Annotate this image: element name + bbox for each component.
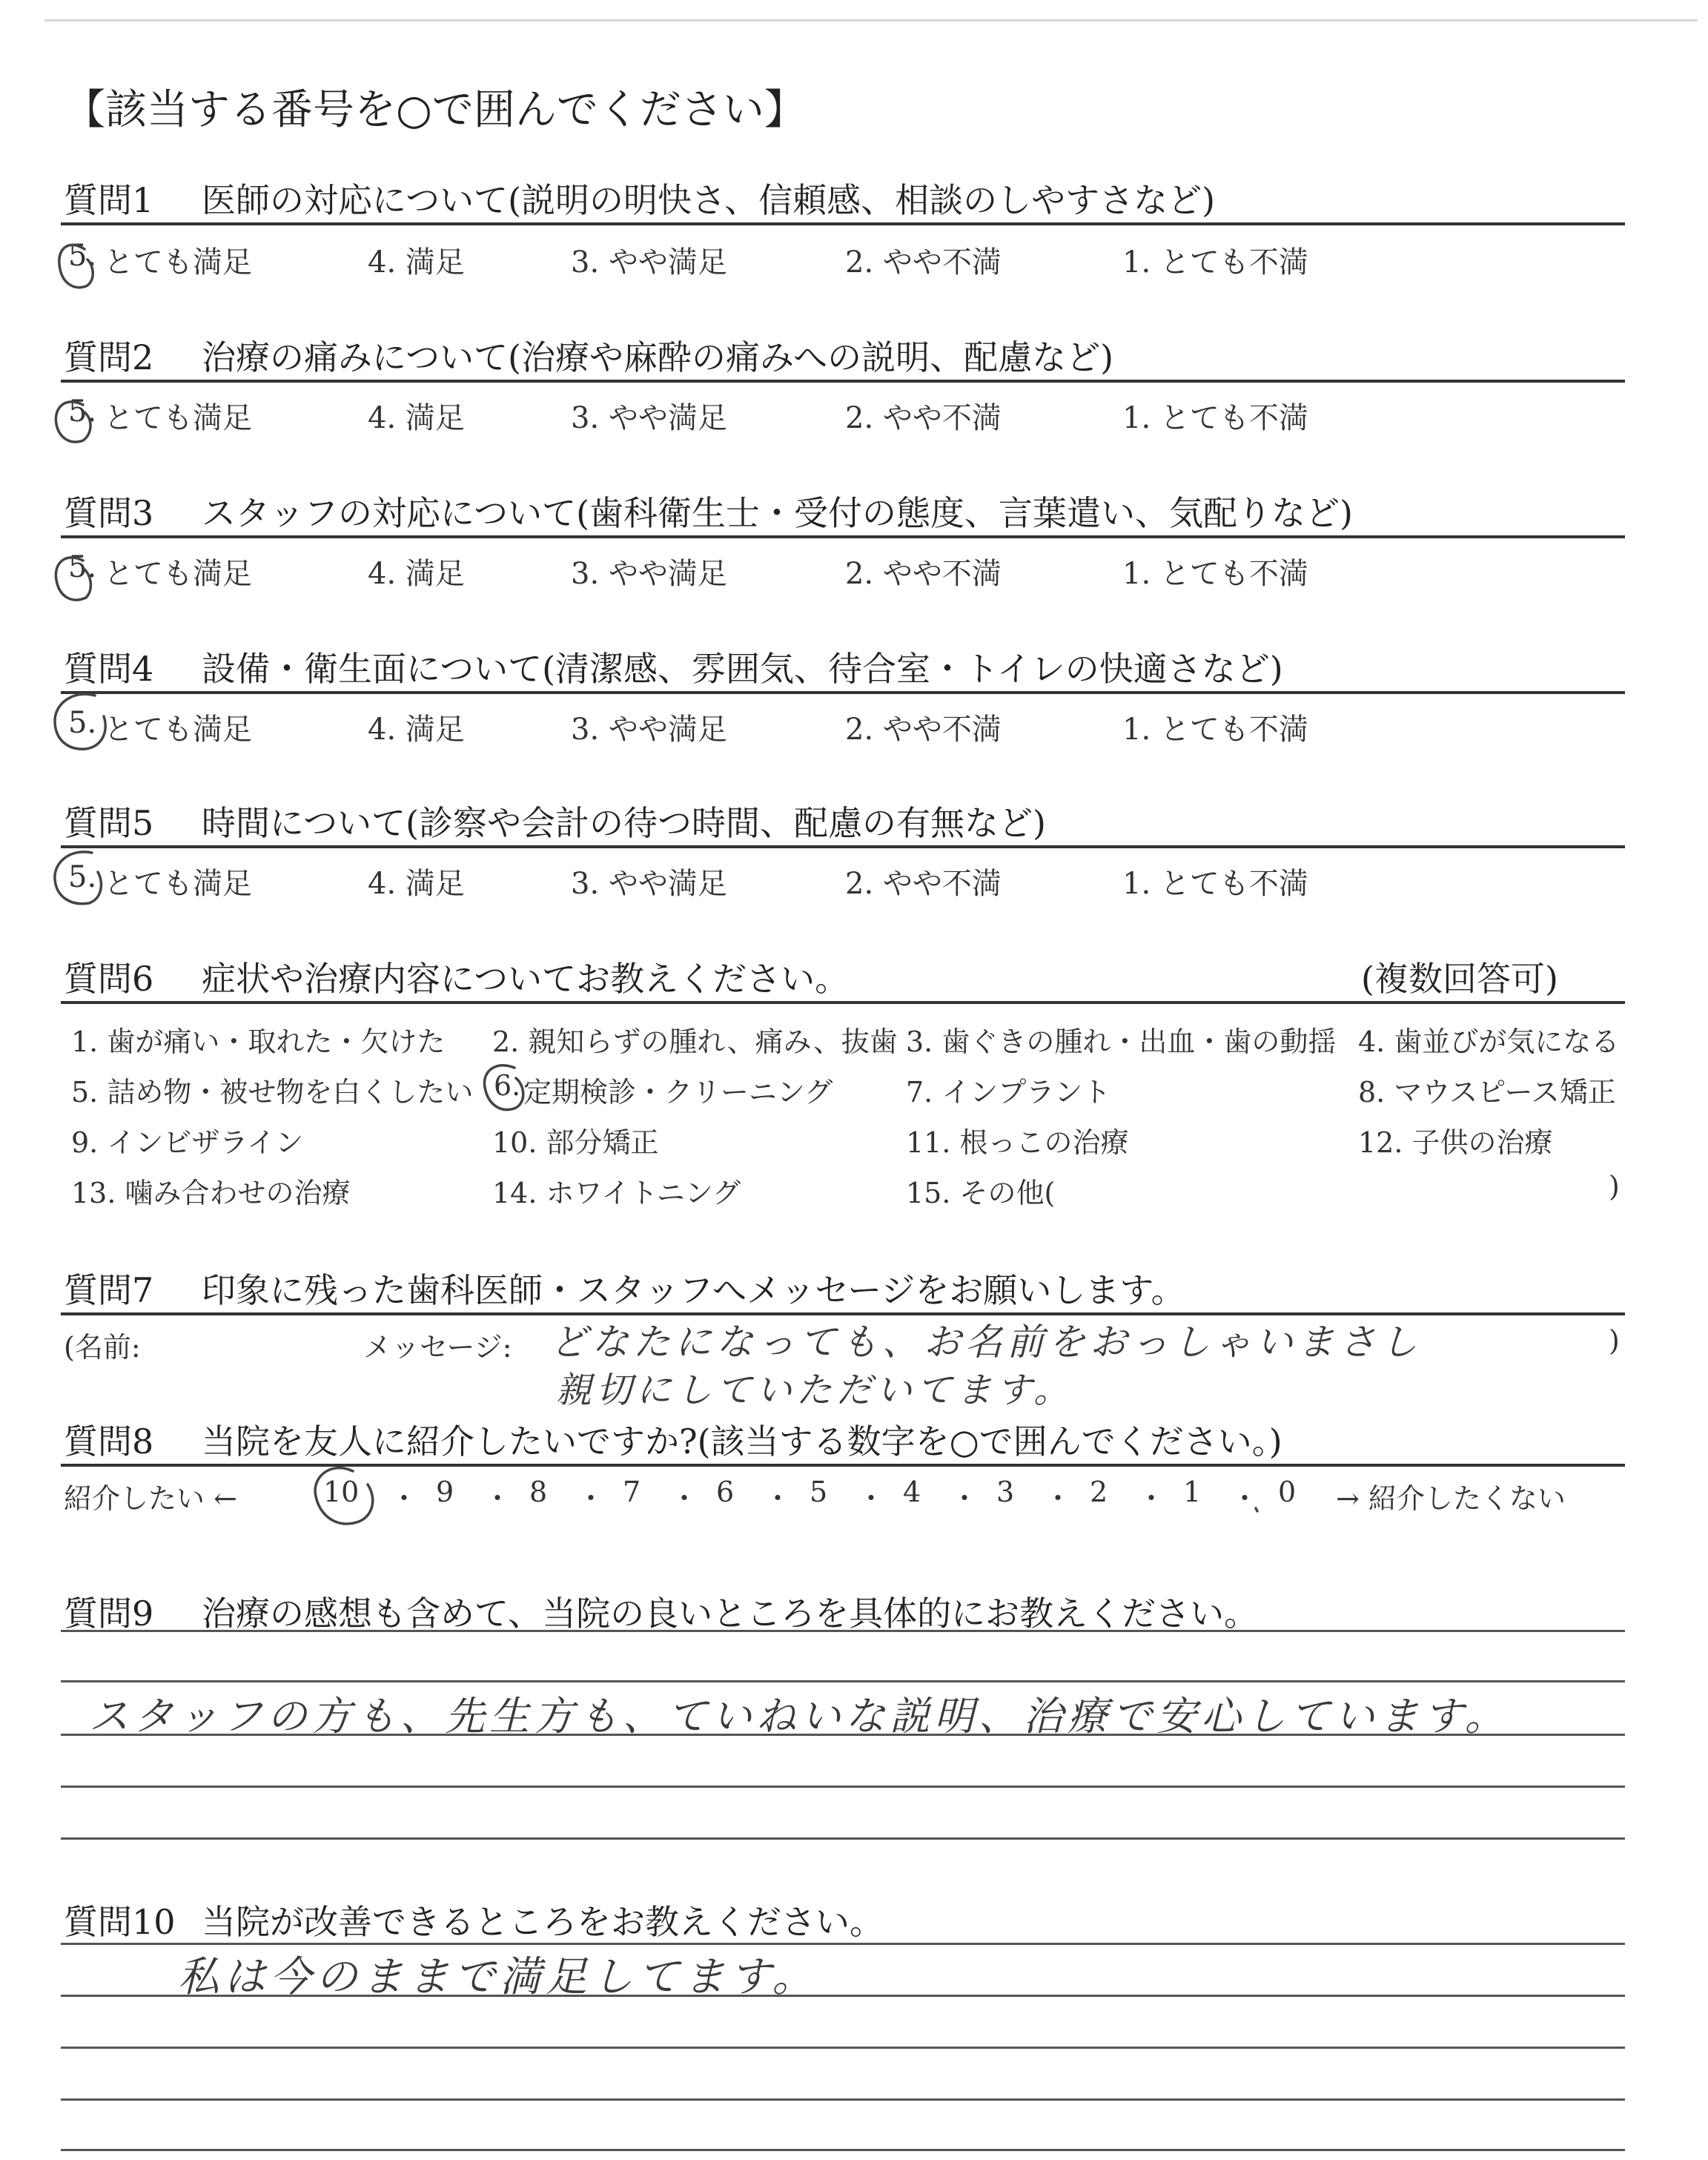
- q1-option-2[interactable]: 2. やや不満: [845, 245, 1002, 280]
- q8-scale-dot: ・: [764, 1482, 792, 1515]
- q7-handwritten-message-line-1[interactable]: どなたになっても、お名前をおっしゃいまさし: [550, 1321, 1422, 1364]
- question-6-number: 質問6: [64, 959, 154, 999]
- q8-stray-pencil-mark: [1256, 1508, 1257, 1511]
- q1-option-4[interactable]: 4. 満足: [368, 245, 465, 280]
- q2-option-1[interactable]: 1. とても不満: [1122, 401, 1308, 435]
- question-2-text: 治療の痛みについて(治療や麻酔の痛みへの説明、配慮など): [202, 337, 1114, 377]
- q5-option-3[interactable]: 3. やや満足: [571, 867, 727, 901]
- q7-handwritten-message-line-2[interactable]: 親切にしていただいてます。: [556, 1370, 1074, 1411]
- q6-choice-3[interactable]: 3. 歯ぐきの腫れ・出血・歯の動揺: [906, 1025, 1337, 1058]
- q5-option-5-label: とても満足: [104, 867, 252, 901]
- q2-option-2[interactable]: 2. やや不満: [845, 401, 1002, 435]
- q6-choice-12[interactable]: 12. 子供の治療: [1358, 1126, 1553, 1159]
- q8-scale-0[interactable]: 0: [1278, 1476, 1297, 1508]
- q6-selection-circle: [484, 1066, 523, 1110]
- q8-scale-dot: ・: [577, 1482, 606, 1515]
- q4-option-4[interactable]: 4. 満足: [368, 713, 465, 747]
- q3-option-2[interactable]: 2. やや不満: [845, 557, 1002, 591]
- q8-selection-circle: [315, 1468, 373, 1524]
- q6-choice-10[interactable]: 10. 部分矯正: [492, 1126, 659, 1159]
- question-8-text: 当院を友人に紹介したいですか?(該当する数字を○で囲んでください。): [202, 1421, 1282, 1462]
- q3-option-1[interactable]: 1. とても不満: [1122, 557, 1308, 591]
- q6-choice-4[interactable]: 4. 歯並びが気になる: [1358, 1025, 1620, 1058]
- q3-option-3[interactable]: 3. やや満足: [571, 557, 727, 591]
- q3-option-5-label: とても満足: [104, 557, 252, 591]
- q9-handwritten-answer[interactable]: スタッフの方も、先生方も、ていねいな説明、治療で安心しています。: [89, 1693, 1509, 1740]
- question-7-number: 質問7: [64, 1270, 154, 1310]
- q4-option-3[interactable]: 3. やや満足: [571, 713, 727, 747]
- question-4-number: 質問4: [64, 649, 154, 689]
- q8-scale-8[interactable]: 8: [529, 1476, 548, 1508]
- q8-scale-dot: ・: [1044, 1482, 1073, 1515]
- form-header: 【該当する番号を○で囲んでください】: [64, 86, 806, 134]
- q6-choice-6-number[interactable]: 6.: [494, 1069, 521, 1102]
- question-6-note: (複数回答可): [1361, 959, 1558, 999]
- question-3-number: 質問3: [64, 493, 154, 533]
- q5-option-1[interactable]: 1. とても不満: [1122, 867, 1308, 901]
- q8-scale-1[interactable]: 1: [1183, 1476, 1202, 1508]
- q6-choice-9[interactable]: 9. インビザライン: [71, 1126, 304, 1159]
- q8-scale-7[interactable]: 7: [623, 1476, 641, 1508]
- question-10-number: 質問10: [64, 1902, 176, 1942]
- question-9-text: 治療の感想も含めて、当院の良いところを具体的にお教えください。: [202, 1593, 1259, 1634]
- q6-choice-2[interactable]: 2. 親知らずの腫れ、痛み、抜歯: [492, 1025, 898, 1058]
- q8-scale-3[interactable]: 3: [996, 1476, 1015, 1508]
- q10-handwritten-answer[interactable]: 私は今のままで満足してます。: [178, 1953, 818, 2001]
- q8-scale-dot: ・: [483, 1482, 512, 1515]
- q8-scale-9[interactable]: 9: [436, 1476, 454, 1508]
- q5-option-4[interactable]: 4. 満足: [368, 867, 465, 901]
- q1-option-5-number[interactable]: 5.: [68, 239, 97, 273]
- q6-choice-15[interactable]: 15. その他(: [906, 1177, 1056, 1209]
- question-5-text: 時間について(診察や会計の待つ時間、配慮の有無など): [202, 803, 1046, 843]
- q8-scale-dot: ・: [857, 1482, 886, 1515]
- q3-selection-circle: [56, 558, 90, 600]
- q8-scale-dot: ・: [1231, 1482, 1260, 1515]
- question-2-number: 質問2: [64, 337, 154, 377]
- q4-option-1[interactable]: 1. とても不満: [1122, 713, 1308, 747]
- question-10-text: 当院が改善できるところをお教えください。: [202, 1902, 884, 1942]
- q6-choice-7[interactable]: 7. インプラント: [906, 1076, 1111, 1109]
- q2-option-5-number[interactable]: 5.: [68, 394, 97, 429]
- question-5-number: 質問5: [64, 803, 154, 843]
- q8-scale-10[interactable]: 10: [323, 1476, 360, 1508]
- q7-message-label: メッセージ:: [363, 1331, 512, 1364]
- q8-scale-2[interactable]: 2: [1090, 1476, 1108, 1508]
- q8-right-label: → 紹介したくない: [1336, 1482, 1566, 1515]
- q4-option-5-number[interactable]: 5.: [68, 706, 97, 740]
- q2-option-3[interactable]: 3. やや満足: [571, 401, 727, 435]
- q5-option-2[interactable]: 2. やや不満: [845, 867, 1002, 901]
- q4-option-2[interactable]: 2. やや不満: [845, 713, 1002, 747]
- question-3-text: スタッフの対応について(歯科衛生士・受付の態度、言葉遣い、気配りなど): [202, 493, 1353, 533]
- q6-choice-14[interactable]: 14. ホワイトニング: [492, 1177, 741, 1209]
- q8-scale-dot: ・: [670, 1482, 699, 1515]
- q3-option-5-number[interactable]: 5.: [68, 550, 97, 584]
- question-9-number: 質問9: [64, 1593, 154, 1634]
- question-6-text: 症状や治療内容についてお教えください。: [202, 959, 850, 999]
- q8-scale-6[interactable]: 6: [716, 1476, 735, 1508]
- q6-choice-8[interactable]: 8. マウスピース矯正: [1358, 1076, 1616, 1109]
- question-8-number: 質問8: [64, 1421, 154, 1462]
- q5-option-5-number[interactable]: 5.: [68, 860, 97, 894]
- q1-option-3[interactable]: 3. やや満足: [571, 245, 727, 280]
- q6-choice-15-close: ): [1609, 1170, 1620, 1203]
- q8-scale-dot: ・: [1137, 1482, 1166, 1515]
- q7-name-label: (名前:: [64, 1331, 141, 1364]
- q2-selection-circle: [56, 402, 90, 442]
- q2-option-5-label: とても満足: [104, 401, 252, 435]
- q2-option-4[interactable]: 4. 満足: [368, 401, 465, 435]
- question-1-text: 医師の対応について(説明の明快さ、信頼感、相談のしやすさなど): [202, 180, 1216, 220]
- q6-choice-6-label: 定期検診・クリーニング: [523, 1076, 833, 1109]
- q1-option-5-label: とても満足: [104, 245, 252, 280]
- q8-scale-4[interactable]: 4: [903, 1476, 921, 1508]
- q1-selection-circle: [59, 245, 93, 287]
- q1-option-1[interactable]: 1. とても不満: [1122, 245, 1308, 280]
- question-4-text: 設備・衛生面について(清潔感、雰囲気、待合室・トイレの快適さなど): [202, 649, 1283, 689]
- q3-option-4[interactable]: 4. 満足: [368, 557, 465, 591]
- q8-left-label: 紹介したい ←: [64, 1482, 237, 1515]
- q5-selection-circle: [55, 852, 102, 904]
- q6-choice-13[interactable]: 13. 噛み合わせの治療: [71, 1177, 351, 1209]
- q6-choice-5[interactable]: 5. 詰め物・被せ物を白くしたい: [71, 1076, 474, 1109]
- q6-choice-1[interactable]: 1. 歯が痛い・取れた・欠けた: [71, 1025, 446, 1058]
- q4-selection-circle: [55, 694, 105, 749]
- q8-scale-dot: ・: [950, 1482, 979, 1515]
- q6-choice-11[interactable]: 11. 根っこの治療: [906, 1126, 1129, 1159]
- q4-option-5-label: とても満足: [104, 713, 252, 747]
- question-7-text: 印象に残った歯科医師・スタッフへメッセージをお願いします。: [202, 1270, 1185, 1310]
- question-1-number: 質問1: [64, 180, 154, 220]
- q7-close-paren: ): [1609, 1324, 1620, 1357]
- q8-scale-dot: ・: [390, 1482, 419, 1515]
- q8-scale-5[interactable]: 5: [810, 1476, 828, 1508]
